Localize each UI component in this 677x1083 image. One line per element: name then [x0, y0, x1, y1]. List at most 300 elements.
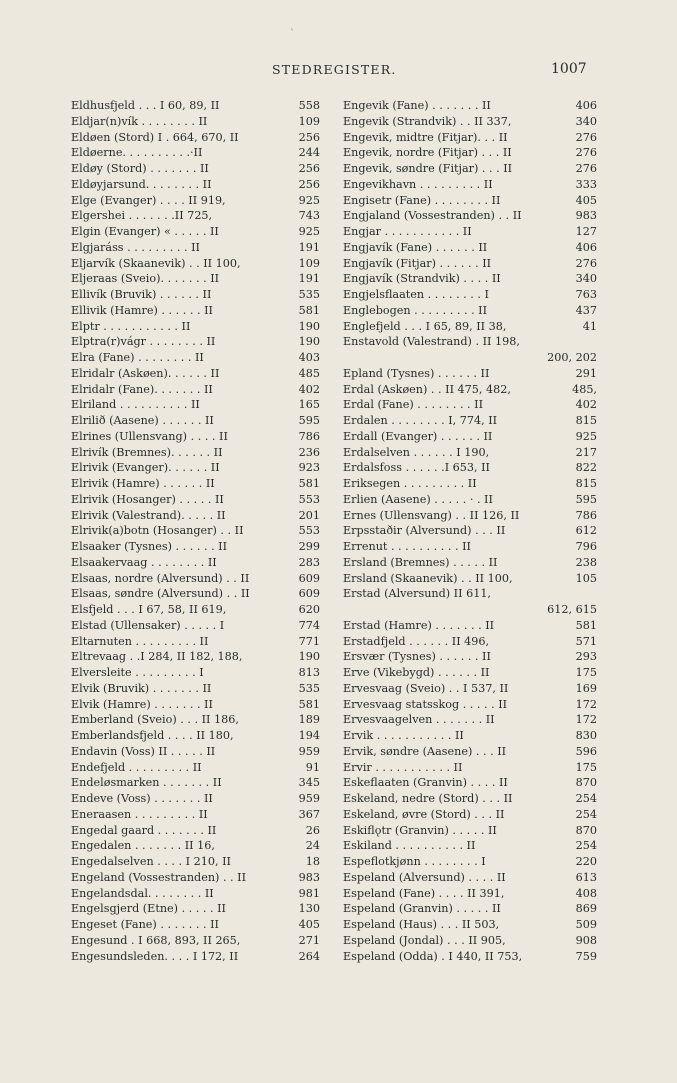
entry-name: Engevikhavn . . . . . . . . . II: [343, 177, 493, 191]
index-entry: [71, 177, 320, 193]
entry-name: Endeve (Voss) . . . . . . . II: [71, 792, 213, 805]
entry-name: Endefjeld . . . . . . . . . II: [71, 760, 202, 774]
entry-name: Espeland (Odda) . I 440, II 753,: [343, 949, 523, 963]
index-entry: [343, 445, 597, 461]
entry-name: Ervik, søndre (Aasene) . . . II: [343, 744, 507, 758]
index-entry: [343, 334, 597, 350]
index-entry: [343, 539, 597, 555]
entry-page: 402: [575, 398, 597, 412]
entry-name: Engeland (Vossestranden) . . II: [71, 870, 247, 884]
index-entry: [343, 382, 597, 398]
entry-name: Ellivík (Bruvik) . . . . . . II: [71, 288, 212, 301]
index-entry: [343, 145, 597, 161]
entry-page: 983: [298, 870, 320, 884]
index-entry: [71, 114, 320, 130]
index-entry: [71, 775, 320, 791]
entry-name: Elvik (Hamre) . . . . . . . II: [71, 697, 213, 711]
index-entry: [71, 287, 320, 303]
entry-page: 190: [298, 335, 320, 349]
index-entry: [343, 193, 597, 209]
index-entry: [71, 697, 320, 713]
index-entry: [343, 886, 597, 902]
entry-name: Elsaas, søndre (Alversund) . . II: [71, 587, 250, 601]
entry-page: 200, 202: [547, 351, 597, 364]
index-entry: [343, 397, 597, 413]
entry-page: 596: [575, 744, 597, 758]
entry-page: 959: [298, 744, 320, 758]
entry-page: 869: [575, 902, 597, 916]
entry-name: Engesund . I 668, 893, II 265,: [71, 933, 241, 947]
entry-page: 238: [575, 555, 597, 569]
index-entry: [343, 634, 597, 650]
entry-page: 870: [575, 823, 597, 837]
index-entry: [343, 838, 597, 854]
index-entry: [343, 492, 597, 508]
index-entry: [71, 571, 320, 587]
entry-page: 264: [298, 949, 320, 963]
entry-page: 109: [298, 114, 320, 128]
entry-name: Elridalr (Fane). . . . . . . II: [71, 382, 213, 396]
entry-name: Eskeland, øvre (Stord) . . . II: [343, 807, 505, 821]
entry-page: 405: [575, 193, 597, 207]
index-entry: [343, 854, 597, 870]
entry-name: Eldøen (Stord) I . 664, 670, II: [71, 130, 239, 144]
index-entry: [71, 712, 320, 728]
pencil-mark: ˋ: [290, 29, 295, 40]
index-entry: [71, 870, 320, 886]
entry-name: Elrivik(a)botn (Hosanger) . . II: [71, 524, 244, 538]
entry-name: Eltarnuten . . . . . . . . . II: [71, 634, 209, 648]
entry-page: 256: [298, 130, 320, 144]
entry-page: 815: [575, 477, 597, 490]
entry-page: 923: [298, 461, 320, 475]
entry-page: 822: [575, 461, 597, 475]
entry-name: Endavin (Voss) II . . . . . II: [71, 744, 216, 758]
index-entry: [343, 586, 597, 602]
entry-name: Engevik (Fane) . . . . . . . II: [343, 99, 491, 112]
index-entry: [343, 775, 597, 791]
entry-name: Elrivík (Bremnes). . . . . . II: [71, 445, 223, 459]
entry-page: 172: [575, 713, 597, 727]
entry-page: 983: [575, 209, 597, 223]
entry-page: 345: [298, 776, 320, 790]
entry-name: Elrivik (Hosanger) . . . . . II: [71, 492, 224, 506]
entry-name: Eljarvík (Skaanevik) . . II 100,: [71, 256, 241, 270]
entry-page: 276: [575, 162, 597, 175]
entry-page: 340: [575, 114, 597, 128]
entry-name: Engelsgjerd (Etne) . . . . . II: [71, 902, 226, 916]
index-entry: [71, 854, 320, 870]
index-entry: [343, 697, 597, 713]
index-entry: [343, 571, 597, 587]
entry-name: Eriksegen . . . . . . . . . II: [343, 477, 477, 490]
entry-name: Eskiflǫtr (Granvin) . . . . . II: [343, 823, 497, 837]
entry-page: 612: [575, 524, 597, 538]
entry-name: Erstadfjeld . . . . . . II 496,: [343, 634, 490, 648]
entry-name: Engesundsleden. . . . I 172, II: [71, 949, 239, 963]
entry-page: 367: [298, 807, 320, 821]
index-entry: [71, 791, 320, 807]
entry-name: Erdalselven . . . . . . I 190,: [343, 445, 490, 459]
entry-page: 612, 615: [547, 603, 597, 616]
entry-page: 581: [298, 303, 320, 317]
index-entry: [71, 445, 320, 461]
entry-name: Ervik . . . . . . . . . . . II: [343, 729, 464, 742]
entry-page: 201: [298, 508, 320, 522]
entry-page: 256: [298, 162, 320, 175]
index-entry: [71, 949, 320, 965]
entry-name: Epland (Tysnes) . . . . . . II: [343, 366, 490, 380]
entry-page: 759: [575, 949, 597, 963]
entry-page: 535: [298, 681, 320, 695]
index-entry: [343, 271, 597, 287]
index-entry: [343, 728, 597, 744]
page-number: 1007: [551, 61, 587, 77]
entry-page: 276: [575, 146, 597, 160]
index-entry: [71, 665, 320, 681]
entry-page: 175: [575, 666, 597, 679]
index-entry: [71, 256, 320, 272]
entry-name: Erdalsfoss . . . . . .I 653, II: [343, 461, 490, 475]
entry-page: 870: [575, 776, 597, 790]
index-entry: [343, 744, 597, 760]
entry-page: 925: [575, 429, 597, 443]
entry-name: Engjavík (Strandvik) . . . . II: [343, 272, 501, 286]
entry-page: 406: [575, 240, 597, 254]
entry-name: Englebogen . . . . . . . . . II: [343, 303, 488, 317]
entry-name: Elra (Fane) . . . . . . . . II: [71, 351, 204, 364]
entry-page: 333: [575, 177, 597, 191]
entry-name: Elrilið (Aasene) . . . . . . II: [71, 414, 214, 427]
entry-page: 109: [298, 256, 320, 270]
entry-page: 620: [298, 603, 320, 616]
index-entry: [71, 586, 320, 602]
entry-name: Engelandsdal. . . . . . . . II: [71, 886, 214, 900]
index-entry: [71, 98, 320, 114]
entry-name: Erdalen . . . . . . . . I, 774, II: [343, 414, 498, 427]
index-entry: [71, 823, 320, 839]
index-entry: [343, 256, 597, 272]
index-entry: [71, 838, 320, 854]
entry-page: 535: [298, 288, 320, 301]
entry-page: 553: [298, 524, 320, 538]
entry-page: 172: [575, 697, 597, 711]
entry-name: Elrivik (Hamre) . . . . . . II: [71, 477, 215, 490]
entry-name: Elriland . . . . . . . . . . II: [71, 398, 200, 412]
entry-page: 581: [575, 618, 597, 632]
index-entry: [71, 728, 320, 744]
entry-name: Ervesvaag statsskog . . . . . II: [343, 697, 508, 711]
entry-page: 24: [305, 839, 320, 853]
index-entry: [343, 303, 597, 319]
entry-name: Elridalr (Askøen). . . . . . II: [71, 366, 220, 380]
entry-name: Ervesvaag (Sveio) . . I 537, II: [343, 681, 509, 695]
entry-page: 613: [575, 870, 597, 884]
entry-name: Eneraasen . . . . . . . . . II: [71, 807, 208, 821]
entry-name: Elge (Evanger) . . . . II 919,: [71, 193, 226, 207]
left-index-column: [71, 98, 320, 964]
entry-page: 743: [298, 209, 320, 223]
entry-page: 190: [298, 650, 320, 664]
entry-page: 236: [298, 445, 320, 459]
index-entry: [71, 413, 320, 429]
entry-name: Ervir . . . . . . . . . . . II: [343, 760, 463, 774]
index-entry: [343, 161, 597, 177]
entry-name: Espeland (Fane) . . . . II 391,: [343, 886, 505, 900]
entry-name: Enstavold (Valestrand) . II 198,: [343, 335, 520, 349]
index-entry: [71, 271, 320, 287]
entry-name: Espeland (Haus) . . . II 503,: [343, 918, 500, 931]
entry-page: 91: [305, 760, 320, 774]
entry-name: Eldjar(n)vík . . . . . . . . II: [71, 114, 208, 128]
entry-name: Eskeland, nedre (Stord) . . . II: [343, 792, 513, 805]
entry-page: 220: [575, 855, 597, 868]
entry-page: 581: [298, 477, 320, 490]
entry-page: 595: [575, 492, 597, 506]
right-index-column: [343, 98, 597, 964]
entry-name: Endeløsmarken . . . . . . . II: [71, 776, 222, 790]
index-entry: [343, 114, 597, 130]
index-entry: [71, 744, 320, 760]
index-entry: [343, 319, 597, 335]
index-entry: [71, 602, 320, 618]
entry-name: Engevik, nordre (Fitjar) . . . II: [343, 146, 512, 160]
index-entry: [343, 712, 597, 728]
index-entry: [343, 98, 597, 114]
entry-page: 293: [575, 650, 597, 664]
index-entry: [71, 555, 320, 571]
entry-page: 254: [575, 807, 597, 821]
entry-name: Elgjaráss . . . . . . . . . II: [71, 240, 200, 254]
index-entry: [71, 917, 320, 933]
index-entry: [71, 208, 320, 224]
index-entry: [343, 760, 597, 776]
index-entry: [343, 508, 597, 524]
entry-name: Englefjeld . . . I 65, 89, II 38,: [343, 319, 507, 333]
entry-name: Engjar . . . . . . . . . . . II: [343, 225, 472, 238]
index-entry: [71, 649, 320, 665]
entry-page: 191: [298, 240, 320, 254]
entry-page: 271: [298, 933, 320, 947]
index-entry: [343, 602, 597, 618]
entry-page: 553: [298, 492, 320, 506]
index-entry: [71, 224, 320, 240]
entry-name: Eltrevaag . .I 284, II 182, 188,: [71, 650, 243, 664]
index-entry: [71, 397, 320, 413]
entry-page: 254: [575, 839, 597, 853]
entry-name: Ellivik (Hamre) . . . . . . II: [71, 303, 213, 317]
entry-name: Espeland (Alversund) . . . . II: [343, 870, 506, 884]
entry-name: Engedalselven . . . . I 210, II: [71, 855, 231, 868]
index-entry: [71, 523, 320, 539]
entry-page: 406: [575, 99, 597, 112]
entry-page: 405: [298, 918, 320, 931]
entry-name: Erstad (Hamre) . . . . . . . II: [343, 618, 495, 632]
index-entry: [343, 681, 597, 697]
entry-name: Ersland (Skaanevik) . . II 100,: [343, 571, 513, 585]
index-entry: [71, 240, 320, 256]
entry-page: 340: [575, 272, 597, 286]
entry-page: 786: [298, 429, 320, 443]
entry-name: Eldøy (Stord) . . . . . . . II: [71, 162, 209, 175]
entry-name: Engedal gaard . . . . . . . II: [71, 823, 217, 837]
entry-name: Elrivik (Valestrand). . . . . II: [71, 508, 226, 522]
entry-page: 485: [298, 366, 320, 380]
page-title: STEDREGISTER.: [272, 62, 397, 77]
entry-page: 244: [298, 146, 320, 160]
index-entry: [343, 618, 597, 634]
entry-name: Engeset (Fane) . . . . . . . II: [71, 918, 219, 931]
entry-page: 130: [298, 902, 320, 916]
entry-page: 609: [298, 587, 320, 601]
entry-name: Erdal (Fane) . . . . . . . . II: [343, 398, 484, 412]
entry-page: 925: [298, 193, 320, 207]
entry-page: 485,: [572, 382, 597, 396]
entry-name: Emberland (Sveio) . . . II 186,: [71, 713, 239, 727]
entry-page: 813: [298, 666, 320, 679]
index-entry: [343, 429, 597, 445]
index-entry: [71, 366, 320, 382]
index-entry: [71, 145, 320, 161]
entry-page: 763: [575, 288, 597, 301]
index-entry: [343, 460, 597, 476]
entry-page: 105: [575, 571, 597, 585]
entry-name: Elversleite . . . . . . . . . I: [71, 666, 204, 679]
entry-page: 194: [298, 729, 320, 742]
entry-name: Engedalen . . . . . . . II 16,: [71, 839, 215, 853]
entry-page: 26: [305, 823, 320, 837]
index-entry: [71, 886, 320, 902]
entry-name: Engisetr (Fane) . . . . . . . . II: [343, 193, 501, 207]
entry-page: 908: [575, 933, 597, 947]
entry-page: 175: [575, 760, 597, 774]
entry-page: 959: [298, 792, 320, 805]
entry-name: Eldøyjarsund. . . . . . . . II: [71, 177, 212, 191]
entry-page: 595: [298, 414, 320, 427]
index-entry: [71, 807, 320, 823]
entry-name: Engjavík (Fitjar) . . . . . . II: [343, 256, 492, 270]
index-entry: [71, 350, 320, 366]
entry-page: 815: [575, 414, 597, 427]
entry-name: Espeland (Jondal) . . . II 905,: [343, 933, 506, 947]
index-entry: [343, 224, 597, 240]
entry-page: 41: [582, 319, 597, 333]
entry-page: 558: [298, 99, 320, 112]
index-entry: [343, 665, 597, 681]
entry-name: Eskiland . . . . . . . . . . II: [343, 839, 476, 853]
entry-name: Erstad (Alversund) II 611,: [343, 587, 491, 601]
entry-name: Erlien (Aasene) . . . . . · . II: [343, 492, 493, 506]
index-entry: [343, 413, 597, 429]
entry-name: Eldøerne. . . . . . . . . .·II: [71, 146, 203, 160]
entry-name: Elrines (Ullensvang) . . . . II: [71, 429, 228, 443]
entry-name: Emberlandsfjeld . . . . II 180,: [71, 729, 234, 742]
entry-name: Eljeraas (Sveio). . . . . . . II: [71, 272, 220, 286]
entry-name: Engjelsflaaten . . . . . . . . I: [343, 288, 489, 301]
entry-page: 437: [575, 303, 597, 317]
entry-name: Erdal (Askøen) . . II 475, 482,: [343, 382, 511, 396]
index-entry: [71, 634, 320, 650]
entry-name: Eldhusfjeld . . . I 60, 89, II: [71, 99, 220, 112]
entry-page: 774: [298, 618, 320, 632]
index-entry: [343, 350, 597, 366]
index-entry: [343, 901, 597, 917]
entry-page: 189: [298, 713, 320, 727]
entry-name: Espeflotkjønn . . . . . . . . I: [343, 855, 486, 868]
entry-name: Engjavík (Fane) . . . . . . II: [343, 240, 488, 254]
entry-name: Eskeflaaten (Granvin) . . . . II: [343, 776, 508, 790]
entry-page: 256: [298, 177, 320, 191]
index-entry: [71, 460, 320, 476]
entry-name: Elgershei . . . . . . .II 725,: [71, 209, 213, 223]
index-entry: [343, 287, 597, 303]
index-entry: [343, 791, 597, 807]
index-entry: [343, 870, 597, 886]
index-entry: [343, 649, 597, 665]
index-entry: [71, 382, 320, 398]
index-entry: [343, 917, 597, 933]
entry-name: Ersland (Bremnes) . . . . . II: [343, 555, 498, 569]
entry-page: 403: [298, 351, 320, 364]
entry-name: Elptr . . . . . . . . . . . II: [71, 319, 191, 333]
entry-name: Errenut . . . . . . . . . . II: [343, 540, 471, 553]
entry-page: 771: [298, 634, 320, 648]
entry-page: 581: [298, 697, 320, 711]
entry-name: Ervesvaagelven . . . . . . . II: [343, 713, 495, 727]
entry-name: Engevik, midtre (Fitjar). . . II: [343, 130, 508, 144]
entry-name: Elrivik (Evanger). . . . . . II: [71, 461, 220, 475]
index-entry: [343, 523, 597, 539]
entry-page: 169: [575, 681, 597, 695]
index-entry: [343, 949, 597, 965]
entry-name: Elgin (Evanger) « . . . . . II: [71, 225, 219, 238]
entry-name: Ernes (Ullensvang) . . II 126, II: [343, 508, 520, 522]
entry-name: Elptra(r)vágr . . . . . . . . II: [71, 335, 216, 349]
entry-name: Elsaas, nordre (Alversund) . . II: [71, 571, 250, 585]
entry-page: 408: [575, 886, 597, 900]
index-entry: [343, 130, 597, 146]
entry-page: 571: [575, 634, 597, 648]
entry-name: Elsfjeld . . . I 67, 58, II 619,: [71, 603, 227, 616]
entry-page: 276: [575, 256, 597, 270]
entry-page: 191: [298, 272, 320, 286]
index-entry: [71, 130, 320, 146]
index-entry: [343, 933, 597, 949]
entry-page: 283: [298, 555, 320, 569]
entry-page: 609: [298, 571, 320, 585]
entry-page: 217: [575, 445, 597, 459]
entry-page: 509: [575, 918, 597, 931]
entry-name: Engevik (Strandvik) . . II 337,: [343, 114, 512, 128]
entry-page: 127: [575, 225, 597, 238]
index-entry: [71, 681, 320, 697]
entry-page: 190: [298, 319, 320, 333]
entry-name: Erve (Vikebygd) . . . . . . II: [343, 666, 490, 679]
index-entry: [71, 303, 320, 319]
entry-page: 276: [575, 130, 597, 144]
entry-name: Elvik (Bruvik) . . . . . . . II: [71, 681, 212, 695]
entry-name: Elsaaker (Tysnes) . . . . . . II: [71, 540, 228, 553]
entry-page: 981: [298, 886, 320, 900]
entry-name: Ersvær (Tysnes) . . . . . . II: [343, 650, 491, 664]
entry-name: Espeland (Granvin) . . . . . II: [343, 902, 501, 916]
index-entry: [343, 177, 597, 193]
index-entry: [343, 240, 597, 256]
entry-page: 165: [298, 398, 320, 412]
index-entry: [71, 492, 320, 508]
index-entry: [343, 476, 597, 492]
entry-name: Engevik, søndre (Fitjar) . . . II: [343, 162, 513, 175]
